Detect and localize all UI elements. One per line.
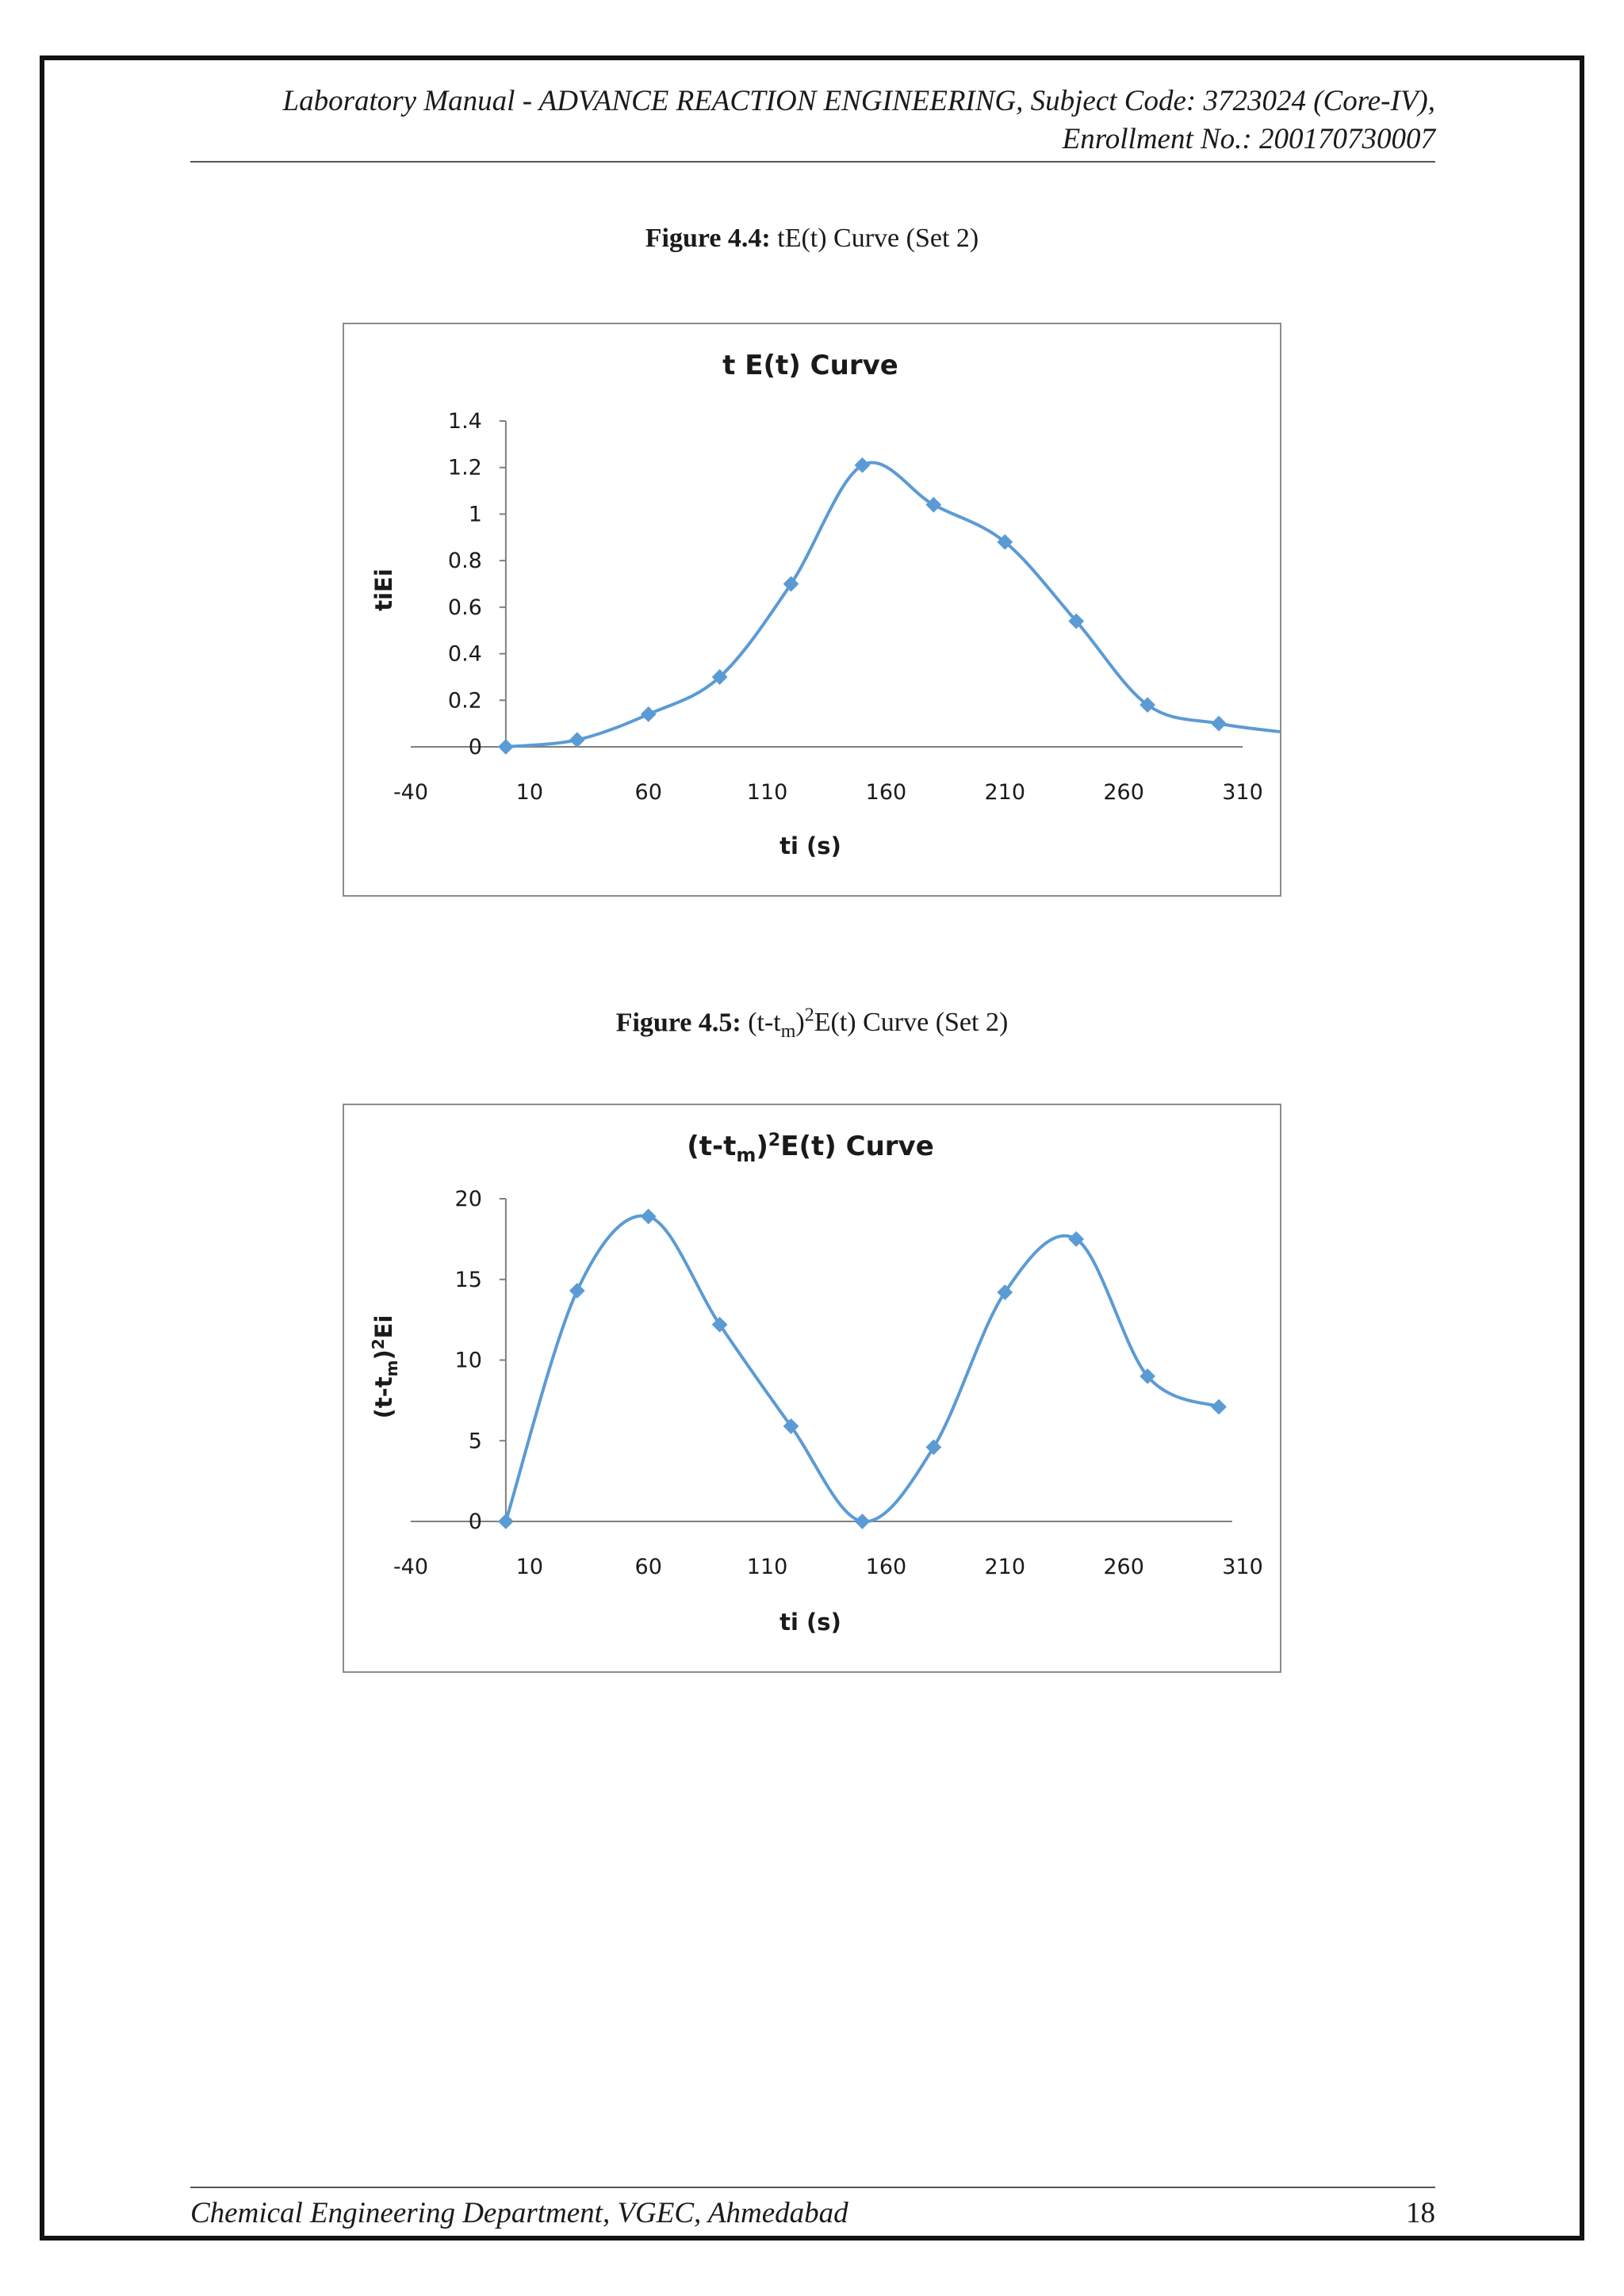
x-tick-label: 260 — [1103, 1555, 1144, 1579]
figure-4-5-label: Figure 4.5: — [615, 1008, 741, 1038]
y-tick-label: 0 — [468, 735, 482, 760]
x-tick-label: 60 — [634, 780, 662, 805]
data-point-marker — [569, 732, 585, 748]
y-tick-label: 1.4 — [447, 409, 482, 434]
chart-title: $(t-t_m)^2E(t)$ Curve — [687, 1131, 934, 1166]
x-axis-label: ti (s) — [779, 832, 841, 859]
x-tick-label: 110 — [746, 1555, 788, 1579]
data-point-marker — [641, 1208, 657, 1224]
x-tick-label: 160 — [865, 780, 907, 805]
footer-rule — [190, 2187, 1435, 2188]
y-axis-label: $(t-t_m)^2Ei$ — [369, 1314, 401, 1419]
y-tick-label: 1.2 — [447, 455, 482, 480]
y-tick-label: 0.2 — [447, 688, 482, 714]
header-line-1: Laboratory Manual - ADVANCE REACTION ENGINEERING, Subject Code: 3723024 (Core-IV), — [282, 85, 1435, 117]
data-point-marker — [925, 497, 941, 513]
figure-4-4-caption-text: tE(t) Curve (Set 2) — [777, 224, 979, 253]
page-header — [190, 82, 1435, 159]
series-line — [506, 1216, 1219, 1522]
x-tick-label: 10 — [515, 780, 544, 805]
y-tick-label: 0.4 — [447, 641, 482, 667]
x-tick-label: 110 — [746, 780, 788, 805]
y-tick-label: 20 — [454, 1187, 482, 1211]
te-chart — [344, 324, 1280, 895]
x-tick-label: 60 — [634, 1555, 662, 1579]
x-tick-label: 210 — [984, 1555, 1026, 1579]
variance-chart — [344, 1105, 1280, 1671]
y-tick-label: 0.8 — [447, 549, 482, 574]
figure-4-5-caption — [0, 1005, 1624, 1043]
te-chart-box — [343, 323, 1281, 897]
x-tick-label: 310 — [1222, 1555, 1263, 1579]
x-tick-label: 310 — [1222, 780, 1263, 805]
y-tick-label: 0.6 — [447, 595, 482, 620]
x-axis-label: ti (s) — [779, 1609, 841, 1636]
page-number: 18 — [1406, 2197, 1435, 2229]
y-tick-label: 1 — [468, 502, 482, 527]
variance-chart-box — [343, 1104, 1281, 1673]
data-point-marker — [641, 706, 657, 722]
y-tick-label: 10 — [454, 1348, 482, 1373]
header-rule — [190, 161, 1435, 163]
data-point-marker — [569, 1283, 585, 1299]
x-tick-label: 160 — [865, 1555, 907, 1579]
y-tick-label: 5 — [468, 1429, 482, 1454]
figure-4-4-caption — [0, 224, 1624, 254]
footer-department: Chemical Engineering Department, VGEC, Ahmedabad — [190, 2197, 848, 2229]
data-point-marker — [498, 739, 514, 755]
x-tick-label: 10 — [515, 1555, 544, 1579]
y-tick-label: 15 — [454, 1267, 482, 1292]
y-axis-label: tiEi — [370, 568, 397, 611]
data-point-marker — [855, 1513, 871, 1529]
x-tick-label: 260 — [1103, 780, 1144, 805]
x-tick-label: 210 — [984, 780, 1026, 805]
data-point-marker — [1211, 716, 1227, 732]
header-line-2: Enrollment No.: 200170730007 — [1062, 123, 1435, 155]
data-point-marker — [925, 1439, 941, 1455]
data-point-marker — [498, 1513, 514, 1529]
chart-title: t E(t) Curve — [722, 350, 898, 381]
data-point-marker — [1211, 1399, 1227, 1415]
series-line — [506, 462, 1280, 747]
x-tick-label: -40 — [393, 1555, 429, 1579]
x-tick-label: -40 — [393, 780, 429, 805]
figure-4-4-label: Figure 4.4: — [645, 224, 771, 253]
figure-4-5-caption-text: $(t-t_m)^2E(t)$ Curve (Set 2) — [748, 1005, 1009, 1043]
y-tick-label: 0 — [468, 1510, 482, 1534]
